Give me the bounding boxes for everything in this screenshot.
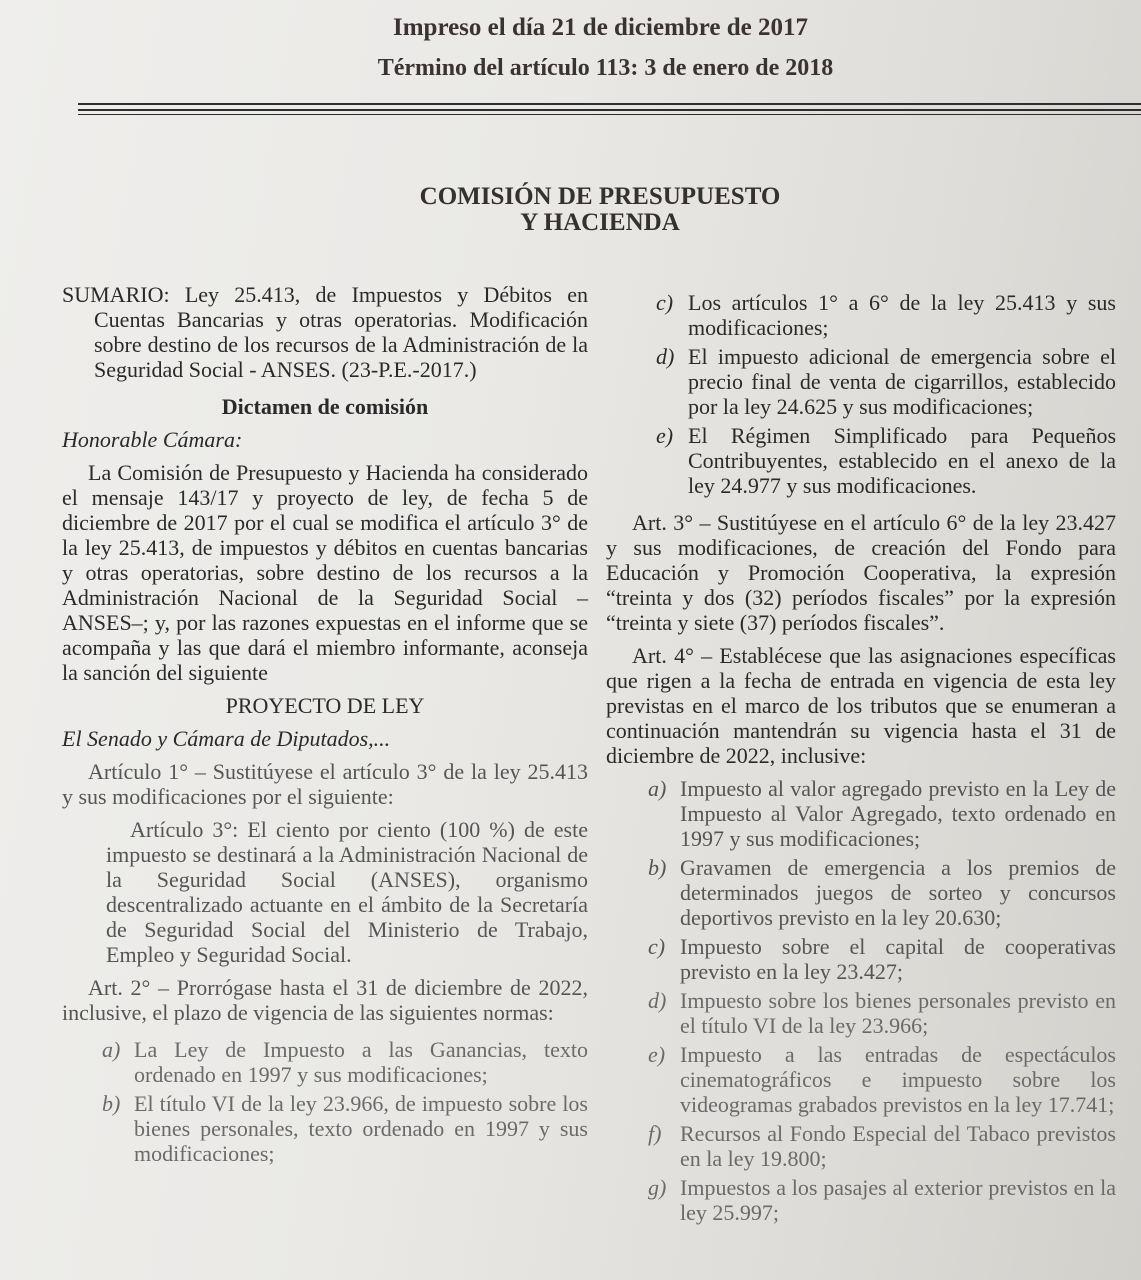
article-2: Art. 2° – Prorrógase hasta el 31 de diciembre de 2022, inclusive, el plazo de vigencia de las siguientes normas: bbox=[62, 975, 588, 1025]
item-text: El título VI de la ley 23.966, de impuesto sobre los bienes personales, texto ordenado en 1997 y sus modificaciones; bbox=[134, 1091, 588, 1166]
right-column bbox=[606, 290, 1116, 1225]
article-3-quote: Artículo 3°: El ciento por ciento (100 %) de este impuesto se destinará a la Administración Nacional de la Seguridad Social (ANSES), organismo descentralizado actuante en el ámbito de la Secretaría de Seguridad Social del Ministerio de Trabajo, Empleo y Seguridad Social. bbox=[106, 817, 588, 967]
article-2-items-continued bbox=[606, 290, 1116, 498]
left-column bbox=[62, 282, 588, 1166]
list-item bbox=[648, 988, 1116, 1038]
header-rule bbox=[78, 109, 1141, 111]
item-text: La Ley de Impuesto a las Ganancias, texto ordenado en 1997 y sus modificaciones; bbox=[134, 1037, 588, 1087]
list-item bbox=[648, 1042, 1116, 1117]
item-letter: d) bbox=[656, 344, 675, 369]
item-letter: f) bbox=[648, 1121, 662, 1146]
article-4-items bbox=[606, 776, 1116, 1225]
item-letter: c) bbox=[648, 934, 666, 959]
item-text: Recursos al Fondo Especial del Tabaco previstos en la ley 19.800; bbox=[680, 1121, 1116, 1171]
commission-title bbox=[300, 184, 900, 236]
item-letter: c) bbox=[656, 290, 674, 315]
report-body: La Comisión de Presupuesto y Hacienda ha considerado el mensaje 143/17 y proyecto de ley, de fecha 5 de diciembre de 2017 por el cual se modifica el artículo 3° de la ley 25.413, de impuestos y débitos en cuentas bancarias y otras operatorias, sobre destino de los recursos a la Administración Nacional de la Seguridad Social –ANSES–; y, por las razones expuestas en el informe que se acompaña y las que dará el miembro informante, aconseja la sanción del siguiente bbox=[62, 460, 588, 685]
salutation: Honorable Cámara: bbox=[62, 427, 243, 452]
article-4: Art. 4° – Establécese que las asignaciones específicas que rigen a la fecha de entrada en vigencia de esta ley previstas en el marco de los tributos que se enumeran a continuación mantendrán su vigencia hasta el 31 de diciembre de 2022, inclusive: bbox=[606, 643, 1116, 768]
commission-title-line-2: Y HACIENDA bbox=[520, 209, 680, 236]
item-letter: g) bbox=[648, 1175, 667, 1200]
list-item bbox=[102, 1037, 588, 1087]
list-item bbox=[656, 423, 1116, 498]
item-text: Impuestos a los pasajes al exterior previstos en la ley 25.997; bbox=[680, 1175, 1116, 1225]
proyecto-heading: PROYECTO DE LEY bbox=[225, 693, 425, 718]
list-item bbox=[656, 290, 1116, 340]
item-text: Impuesto a las entradas de espectáculos cinematográficos e impuesto sobre los videogramas grabados previstos en la ley 17.741; bbox=[680, 1042, 1116, 1117]
article-term: Término del artículo 113: 3 de enero de 2018 bbox=[377, 55, 834, 81]
item-letter: b) bbox=[648, 855, 667, 880]
article-3: Art. 3° – Sustitúyese en el artículo 6° de la ley 23.427 y sus modificaciones, de creación del Fondo para Educación y Promoción Cooperativa, la expresión “treinta y dos (32) períodos fiscales” por la expresión “treinta y siete (37) períodos fiscales”. bbox=[606, 510, 1116, 635]
list-item bbox=[648, 1175, 1116, 1225]
item-letter: b) bbox=[102, 1091, 121, 1116]
item-letter: e) bbox=[648, 1042, 666, 1067]
item-text: Gravamen de emergencia a los premios de determinados juegos de sorteo y concursos deportivos previsto en la ley 20.630; bbox=[680, 855, 1116, 930]
list-item bbox=[648, 855, 1116, 930]
item-text: Impuesto al valor agregado previsto en la Ley de Impuesto al Valor Agregado, texto ordenado en 1997 y sus modificaciones; bbox=[680, 776, 1116, 851]
list-item bbox=[648, 1121, 1116, 1171]
dictamen-heading: Dictamen de comisión bbox=[221, 394, 429, 419]
item-letter: a) bbox=[102, 1037, 121, 1062]
list-item bbox=[102, 1091, 588, 1166]
article-1: Artículo 1° – Sustitúyese el artículo 3° de la ley 25.413 y sus modificaciones por el siguiente: bbox=[62, 759, 588, 809]
item-text: Impuesto sobre el capital de cooperativas previsto en la ley 23.427; bbox=[680, 934, 1116, 984]
item-letter: e) bbox=[656, 423, 674, 448]
item-letter: d) bbox=[648, 988, 667, 1013]
header-rule bbox=[78, 103, 1141, 105]
item-text: El impuesto adicional de emergencia sobre el precio final de venta de cigarrillos, establecido por la ley 24.625 y sus modificaciones; bbox=[688, 344, 1116, 419]
header-rule bbox=[78, 114, 1141, 115]
article-2-items bbox=[62, 1037, 588, 1166]
commission-title-line-1: COMISIÓN DE PRESUPUESTO bbox=[419, 183, 781, 210]
list-item bbox=[648, 776, 1116, 851]
senado-line: El Senado y Cámara de Diputados,... bbox=[62, 726, 391, 751]
printed-date: Impreso el día 21 de diciembre de 2017 bbox=[392, 14, 809, 41]
item-letter: a) bbox=[648, 776, 667, 801]
item-text: Impuesto sobre los bienes personales previsto en el título VI de la ley 23.966; bbox=[680, 988, 1116, 1038]
sumario: SUMARIO: Ley 25.413, de Impuestos y Débitos en Cuentas Bancarias y otras operatorias. Modificación sobre destino de los recursos de la Administración de la Seguridad Social - ANSES. (23-P.E.-2017.) bbox=[62, 282, 588, 382]
list-item bbox=[656, 344, 1116, 419]
item-text: Los artículos 1° a 6° de la ley 25.413 y sus modificaciones; bbox=[688, 290, 1116, 340]
list-item bbox=[648, 934, 1116, 984]
item-text: El Régimen Simplificado para Pequeños Contribuyentes, establecido en el anexo de la ley 24.977 y sus modificaciones. bbox=[688, 423, 1116, 498]
